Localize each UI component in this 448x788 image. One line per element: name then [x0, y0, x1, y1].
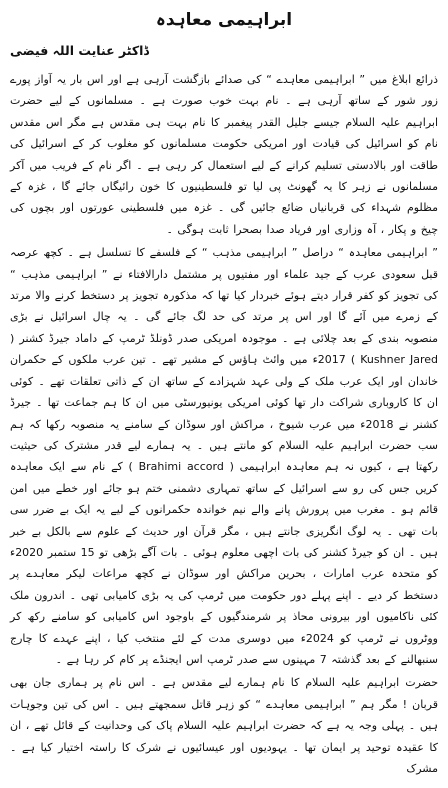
author-line	[10, 40, 438, 61]
paragraph-1: ذرائع ابلاغ میں ” ابراہیمی معاہدے “ کی صدائے بازگشت آرہی ہے اور اس بار یہ آواز پورے زور شور کے ساتھ آرہی ہے ۔ نام بہت خوب صورت ہے ۔ مسلمانوں کے لیے حضرت ابراہیم علیہ السلام جیسے جلیل القدر پیغمبر کا نام بہت ہی مقدس ہے مگر اس مقدس نام کو اسرائیل کی قیادت اور امریکی حکومت مسلمانوں کو مغلوب کر کے اسرائیل کی طاقت اور بالادستی تسلیم کرانے کے لیے استعمال کر رہی ہے ۔ اگر نام کے فریب میں آکر مسلمانوں نے زہر کا یہ گھونٹ پی لیا تو فلسطینیوں کا خون رائیگاں جائے گا ، غزہ کے مظلوم شہداء کی قربانیاں ضائع جائیں گی ۔ غزہ میں فلسطینی عورتوں اور بچوں کی چیخ و پکار ، آہ وزاری اور فریاد صدا بصحرا ثابت ہوگی ۔	[10, 73, 438, 236]
author-name: ڈاکٹر عنایت اللہ فیضی	[10, 43, 149, 58]
paragraph-2: ” ابراہیمی معاہدہ “ دراصل ” ابراہیمی مذہب “ کے فلسفے کا تسلسل ہے ۔ کچھ عرصہ قبل سعودی عرب کے جید علماء اور مفتیوں پر مشتمل دارالافتاء نے ” ابراہیمی مذہب “ کی تجویز کو کفر قرار دیتے ہوئے خبردار کیا تھا کہ مذکورہ تجویز پر دستخط کرنے والا مرتد کے زمرے میں آئے گا اور اس پر مرتد کی حد لگ جائے گی ۔ یہ چال اسرائیل نے بڑی منصوبہ بندی کے بعد چلائی ہے ۔ موجودہ امریکی صدر ڈونلڈ ٹرمپ کے داماد جیرڈ کشنر ( Kushner Jared ) 2017ء میں وائٹ ہاؤس کے مشیر تھے ۔ تین عرب ملکوں کے حکمران خاندان اور ایک عرب ملک کے ولی عہد شہزادے کے ساتھ ان کے ذاتی تعلقات تھے ۔ کوئی ان کا کاروباری شراکت دار تھا کوئی امریکی یونیورسٹی میں ان کا ہم جماعت تھا ۔ جیرڈ کشنر نے 2018ء میں عرب شیوخ ، مراکش اور سوڈان کے سامنے یہ منصوبہ رکھا کہ ہم سب حضرت ابراہیم علیہ السلام کو مانتے ہیں ۔ یہ ہمارے لیے قدر مشترک کی حیثیت رکھتا ہے ، کیوں نہ ہم معاہدہ ابراہیمی ( Brahimi accord ) کے نام سے ایک معاہدہ کریں جس کی رو سے اسرائیل کے ساتھ تمہاری دشمنی ختم ہو جائے اور خطے میں امن قائم ہو ۔ مغرب میں پرورش پانے والے نیم خواندہ حکمرانوں کے لیے یہ ایک بے ضرر سی بات تھی ۔ یہ لوگ انگریزی جانتے ہیں ، مگر قرآن اور حدیث کے علوم سے بالکل بے خبر ہیں ۔ ان کو جیرڈ کشنر کی بات اچھی معلوم ہوئی ۔ بات آگے بڑھی تو 15 ستمبر 2020ء کو متحدہ عرب امارات ، بحرین مراکش اور سوڈان نے کچھ مراعات لیکر معاہدے پر دستخط کر دیے ۔ اپنے پہلے دور حکومت میں ٹرمپ کی یہ بڑی کامیابی تھی ۔ اندرون ملک کئی ناکامیوں اور بیرونی محاذ پر شرمندگیوں کے باوجود اس کامیابی کو سامنے رکھ کر ووٹروں نے ٹرمپ کو 2024ء میں دوسری مدت کے لئے منتخب کیا ، اپنے عہدے کا چارج سنبھالنے کے بعد گذشتہ 7 مہینوں سے صدر ٹرمپ اس ایجنڈے پر کام کر رہا ہے ۔	[10, 246, 438, 666]
article-title: ابراہیمی معاہدہ	[155, 10, 293, 30]
paragraph-3: حضرت ابراہیم علیہ السلام کا نام ہمارے لیے مقدس ہے ۔ اس نام پر ہماری جان بھی قربان ! مگر ہم ” ابراہیمی معاہدے “ کو زہر قاتل سمجھتے ہیں ۔ اس کی تین وجوہات ہیں ۔ پہلی وجہ یہ ہے کہ حضرت ابراہیم علیہ السلام پاک کی وحدانیت کے قائل تھے ، ان کا عقیدہ توحید پر ایمان تھا ۔ یہودیوں اور عیسائیوں نے شرک کا راستہ اختیار کیا ہے ۔ مشرک	[10, 676, 438, 775]
